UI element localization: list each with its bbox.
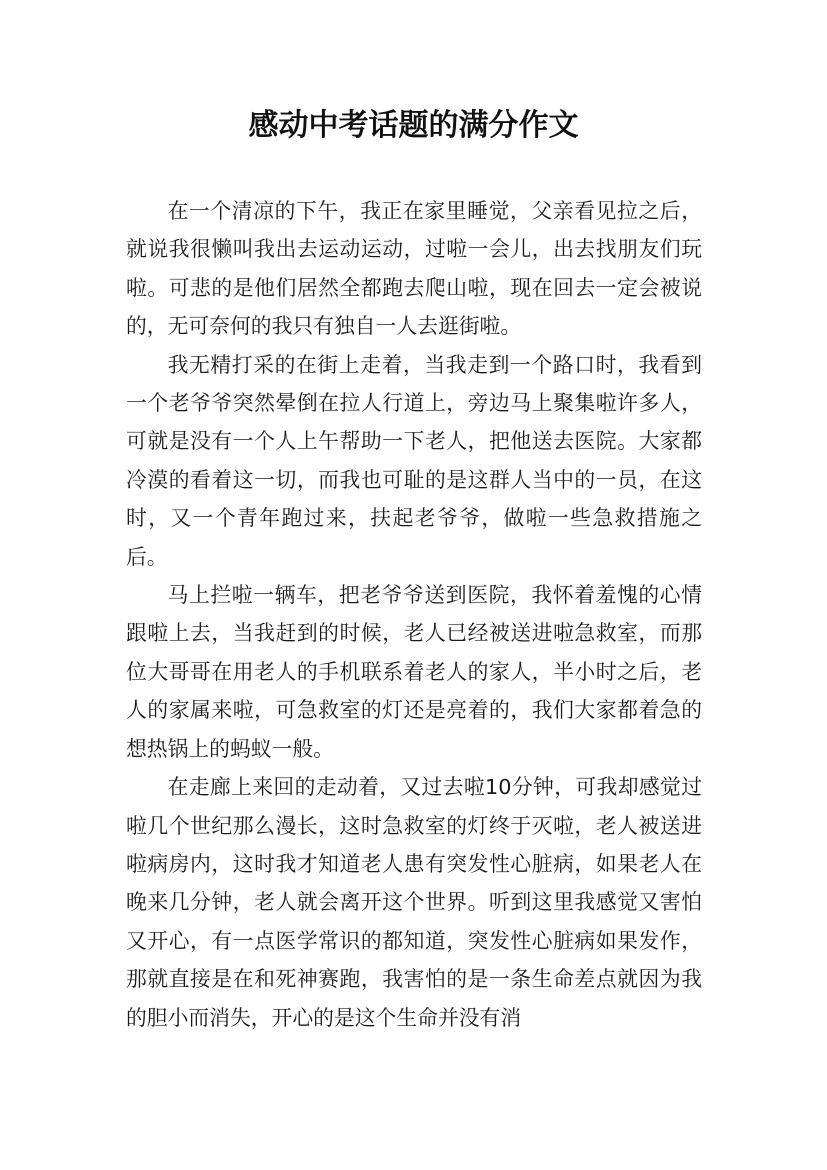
paragraph-3: 马上拦啦一辆车，把老爷爷送到医院，我怀着羞愧的心情跟啦上去，当我赶到的时候，老人已经被送进啦急救室，而那位大哥哥在用老人的手机联系着老人的家人，半小时之后，老人的家属来啦，可急救室的灯还是亮着的，我们大家都着急的想热锅上的蚂蚁一般。: [126, 583, 702, 761]
paragraph-4: 在走廊上来回的走动着，又过去啦10分钟，可我却感觉过啦几个世纪那么漫长，这时急救室的灯终于灭啦，老人被送进啦病房内，这时我才知道老人患有突发性心脏病，如果老人在晚来几分钟，老人就会离开这个世界。听到这里我感觉又害怕又开心，有一点医学常识的都知道，突发性心脏病如果发作，那就直接是在和死神赛跑，我害怕的是一条生命差点就因为我的胆小而消失，开心的是这个生命并没有消: [126, 775, 702, 1030]
paragraph-2: 我无精打采的在街上走着，当我走到一个路口时，我看到一个老爷爷突然晕倒在拉人行道上，旁边马上聚集啦许多人，可就是没有一个人上午帮助一下老人，把他送去医院。大家都冷漠的看着这一切，而我也可耻的是这群人当中的一员，在这时，又一个青年跑过来，扶起老爷爷，做啦一些急救措施之后。: [126, 352, 702, 569]
document-body: [126, 192, 702, 1037]
paragraph-1: 在一个清凉的下午，我正在家里睡觉，父亲看见拉之后，就说我很懒叫我出去运动运动，过啦一会儿，出去找朋友们玩啦。可悲的是他们居然全都跑去爬山啦，现在回去一定会被说的，无可奈何的我只有独自一人去逛街啦。: [126, 199, 702, 339]
document-title: 感动中考话题的满分作文: [248, 108, 579, 143]
